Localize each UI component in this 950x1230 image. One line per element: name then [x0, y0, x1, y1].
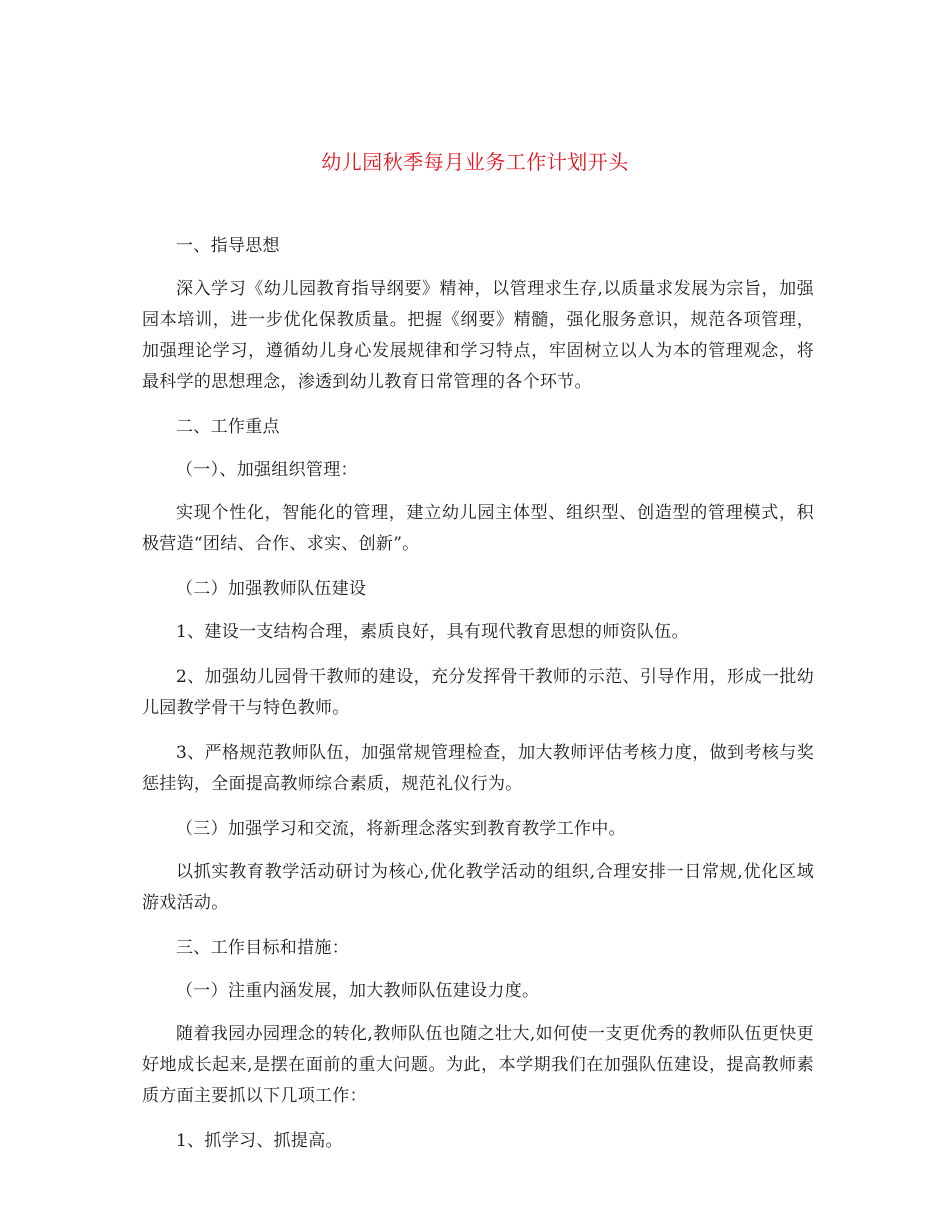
list-item: 1、建设一支结构合理，素质良好，具有现代教育思想的师资队伍。 [176, 622, 689, 642]
paragraph: 深入学习《幼儿园教育指导纲要》精神，以管理求生存,以质量求发展为宗旨，加强园本培训，进一步优化保教质量。把握《纲要》精髓，强化服务意识，规范各项管理，加强理论学习，遵循幼儿身心发展规律和学习特点，牢固树立以人为本的管理观念，将最科学的思想理念，渗透到幼儿教育日常管理的各个环节。 [142, 279, 814, 392]
section-heading-work-focus: 二、工作重点 [176, 417, 280, 437]
section-heading-guiding-ideology: 一、指导思想 [176, 236, 280, 256]
list-item: 3、严格规范教师队伍，加强常规管理检查，加大教师评估考核力度，做到考核与奖惩挂钩，全面提高教师综合素质，规范礼仪行为。 [142, 743, 814, 794]
section-heading-goals-measures: 三、工作目标和措施： [176, 938, 349, 958]
paragraph: 随着我园办园理念的转化,教师队伍也随之壮大,如何使一支更优秀的教师队伍更快更好地成长起来,是摆在面前的重大问题。为此，本学期我们在加强队伍建设，提高教师素质方面主要抓以下几项工作： [142, 1024, 814, 1106]
list-item: 1、抓学习、抓提高。 [176, 1131, 343, 1151]
paragraph: 实现个性化，智能化的管理，建立幼儿园主体型、组织型、创造型的管理模式，积极营造“团结、合作、求实、创新”。 [142, 503, 814, 554]
subheading-learning-exchange: （三）加强学习和交流，将新理念落实到教育教学工作中。 [176, 819, 626, 839]
document-title: 幼儿园秋季每月业务工作计划开头 [321, 150, 629, 174]
subheading-teacher-team: （二）加强教师队伍建设 [176, 579, 367, 599]
subheading-connotation-development: （一）注重内涵发展，加大教师队伍建设力度。 [176, 981, 540, 1001]
list-item: 2、加强幼儿园骨干教师的建设，充分发挥骨干教师的示范、引导作用，形成一批幼儿园教学骨干与特色教师。 [142, 667, 814, 718]
paragraph: 以抓实教育教学活动研讨为核心,优化教学活动的组织,合理安排一日常规,优化区域游戏活动。 [142, 862, 814, 913]
subheading-organization-management: （一）、加强组织管理： [176, 460, 358, 480]
document-body [142, 231, 814, 1171]
